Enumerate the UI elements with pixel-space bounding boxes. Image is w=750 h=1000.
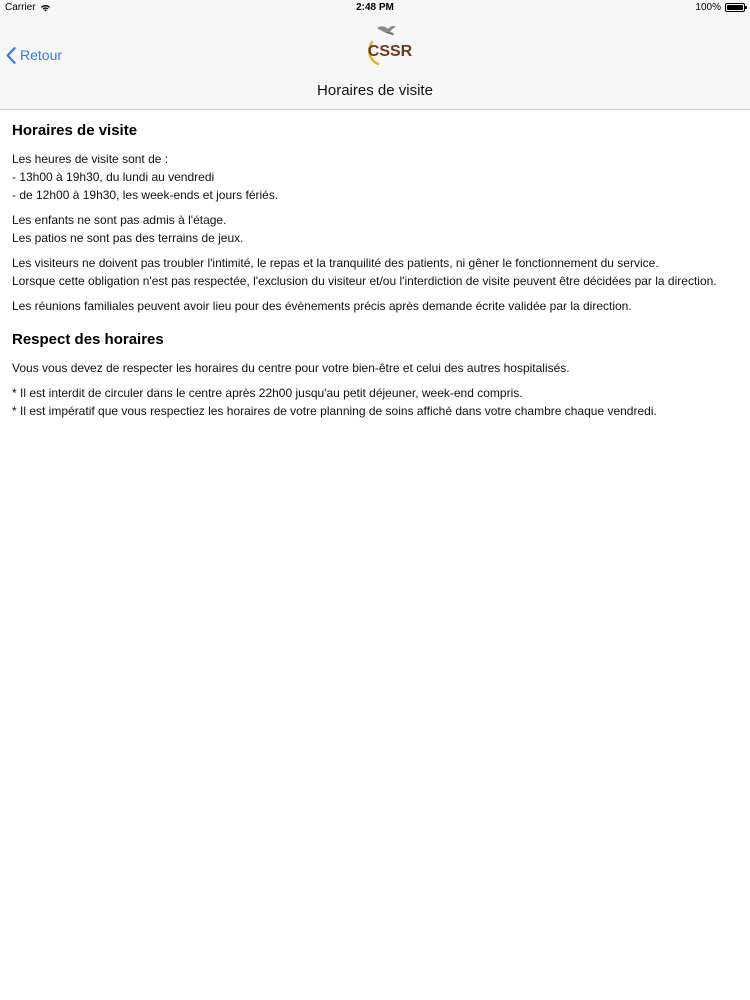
navigation-bar	[0, 16, 750, 110]
paragraph-hours	[12, 150, 738, 204]
paragraph-visitors	[12, 254, 738, 290]
content	[12, 121, 738, 427]
logo-image	[363, 24, 413, 66]
paragraph-line: Vous vous devez de respecter les horaires du centre pour votre bien-être et celui des autres hospitalisés.	[12, 361, 570, 375]
page-title: Horaires de visite	[317, 82, 433, 99]
paragraph-line: * Il est impératif que vous respectiez les horaires de votre planning de soins affiché dans votre chambre chaque vendredi.	[12, 404, 657, 418]
section-title: Respect des horaires	[12, 331, 164, 348]
paragraph-line: Lorsque cette obligation n'est pas respectée, l'exclusion du visiteur et/ou l'interdiction de visite peuvent être décidées par la direction.	[12, 274, 717, 288]
back-label: Retour	[20, 47, 63, 63]
paragraph-line: Les enfants ne sont pas admis à l'étage.	[12, 213, 227, 227]
paragraph-line: Les réunions familiales peuvent avoir lieu pour des évènements précis après demande écrite validée par la direction.	[12, 299, 632, 313]
status-right	[695, 2, 745, 13]
battery-fill	[727, 5, 743, 10]
paragraph-respect	[12, 359, 738, 377]
back-button[interactable]	[6, 44, 62, 66]
battery-percent: 100%	[695, 2, 721, 13]
paragraph-line: - de 12h00 à 19h30, les week-ends et jours fériés.	[12, 188, 279, 202]
cssr-logo	[363, 24, 413, 66]
paragraph-family-meetings	[12, 297, 738, 315]
section-schedule-respect	[12, 330, 738, 420]
paragraph-line: - 13h00 à 19h30, du lundi au vendredi	[12, 170, 215, 184]
paragraph-line: Les visiteurs ne doivent pas troubler l'intimité, le repas et la tranquilité des patients, ni gêner le fonctionnement du service.	[12, 256, 659, 270]
paragraph-children	[12, 211, 738, 247]
status-time: 2:48 PM	[356, 2, 394, 13]
section-title: Horaires de visite	[12, 122, 138, 139]
chevron-left-icon	[6, 47, 16, 64]
paragraph-rules	[12, 384, 738, 420]
section-visiting-hours	[12, 121, 738, 315]
battery-icon	[725, 3, 745, 12]
status-bar	[0, 0, 750, 16]
paragraph-line: * Il est interdit de circuler dans le centre après 22h00 jusqu'au petit déjeuner, week-end compris.	[12, 386, 523, 400]
paragraph-line: Les heures de visite sont de :	[12, 152, 169, 166]
paragraph-line: Les patios ne sont pas des terrains de jeux.	[12, 231, 244, 245]
logo-text: CSSR	[367, 43, 413, 60]
carrier-label: Carrier	[5, 2, 36, 13]
